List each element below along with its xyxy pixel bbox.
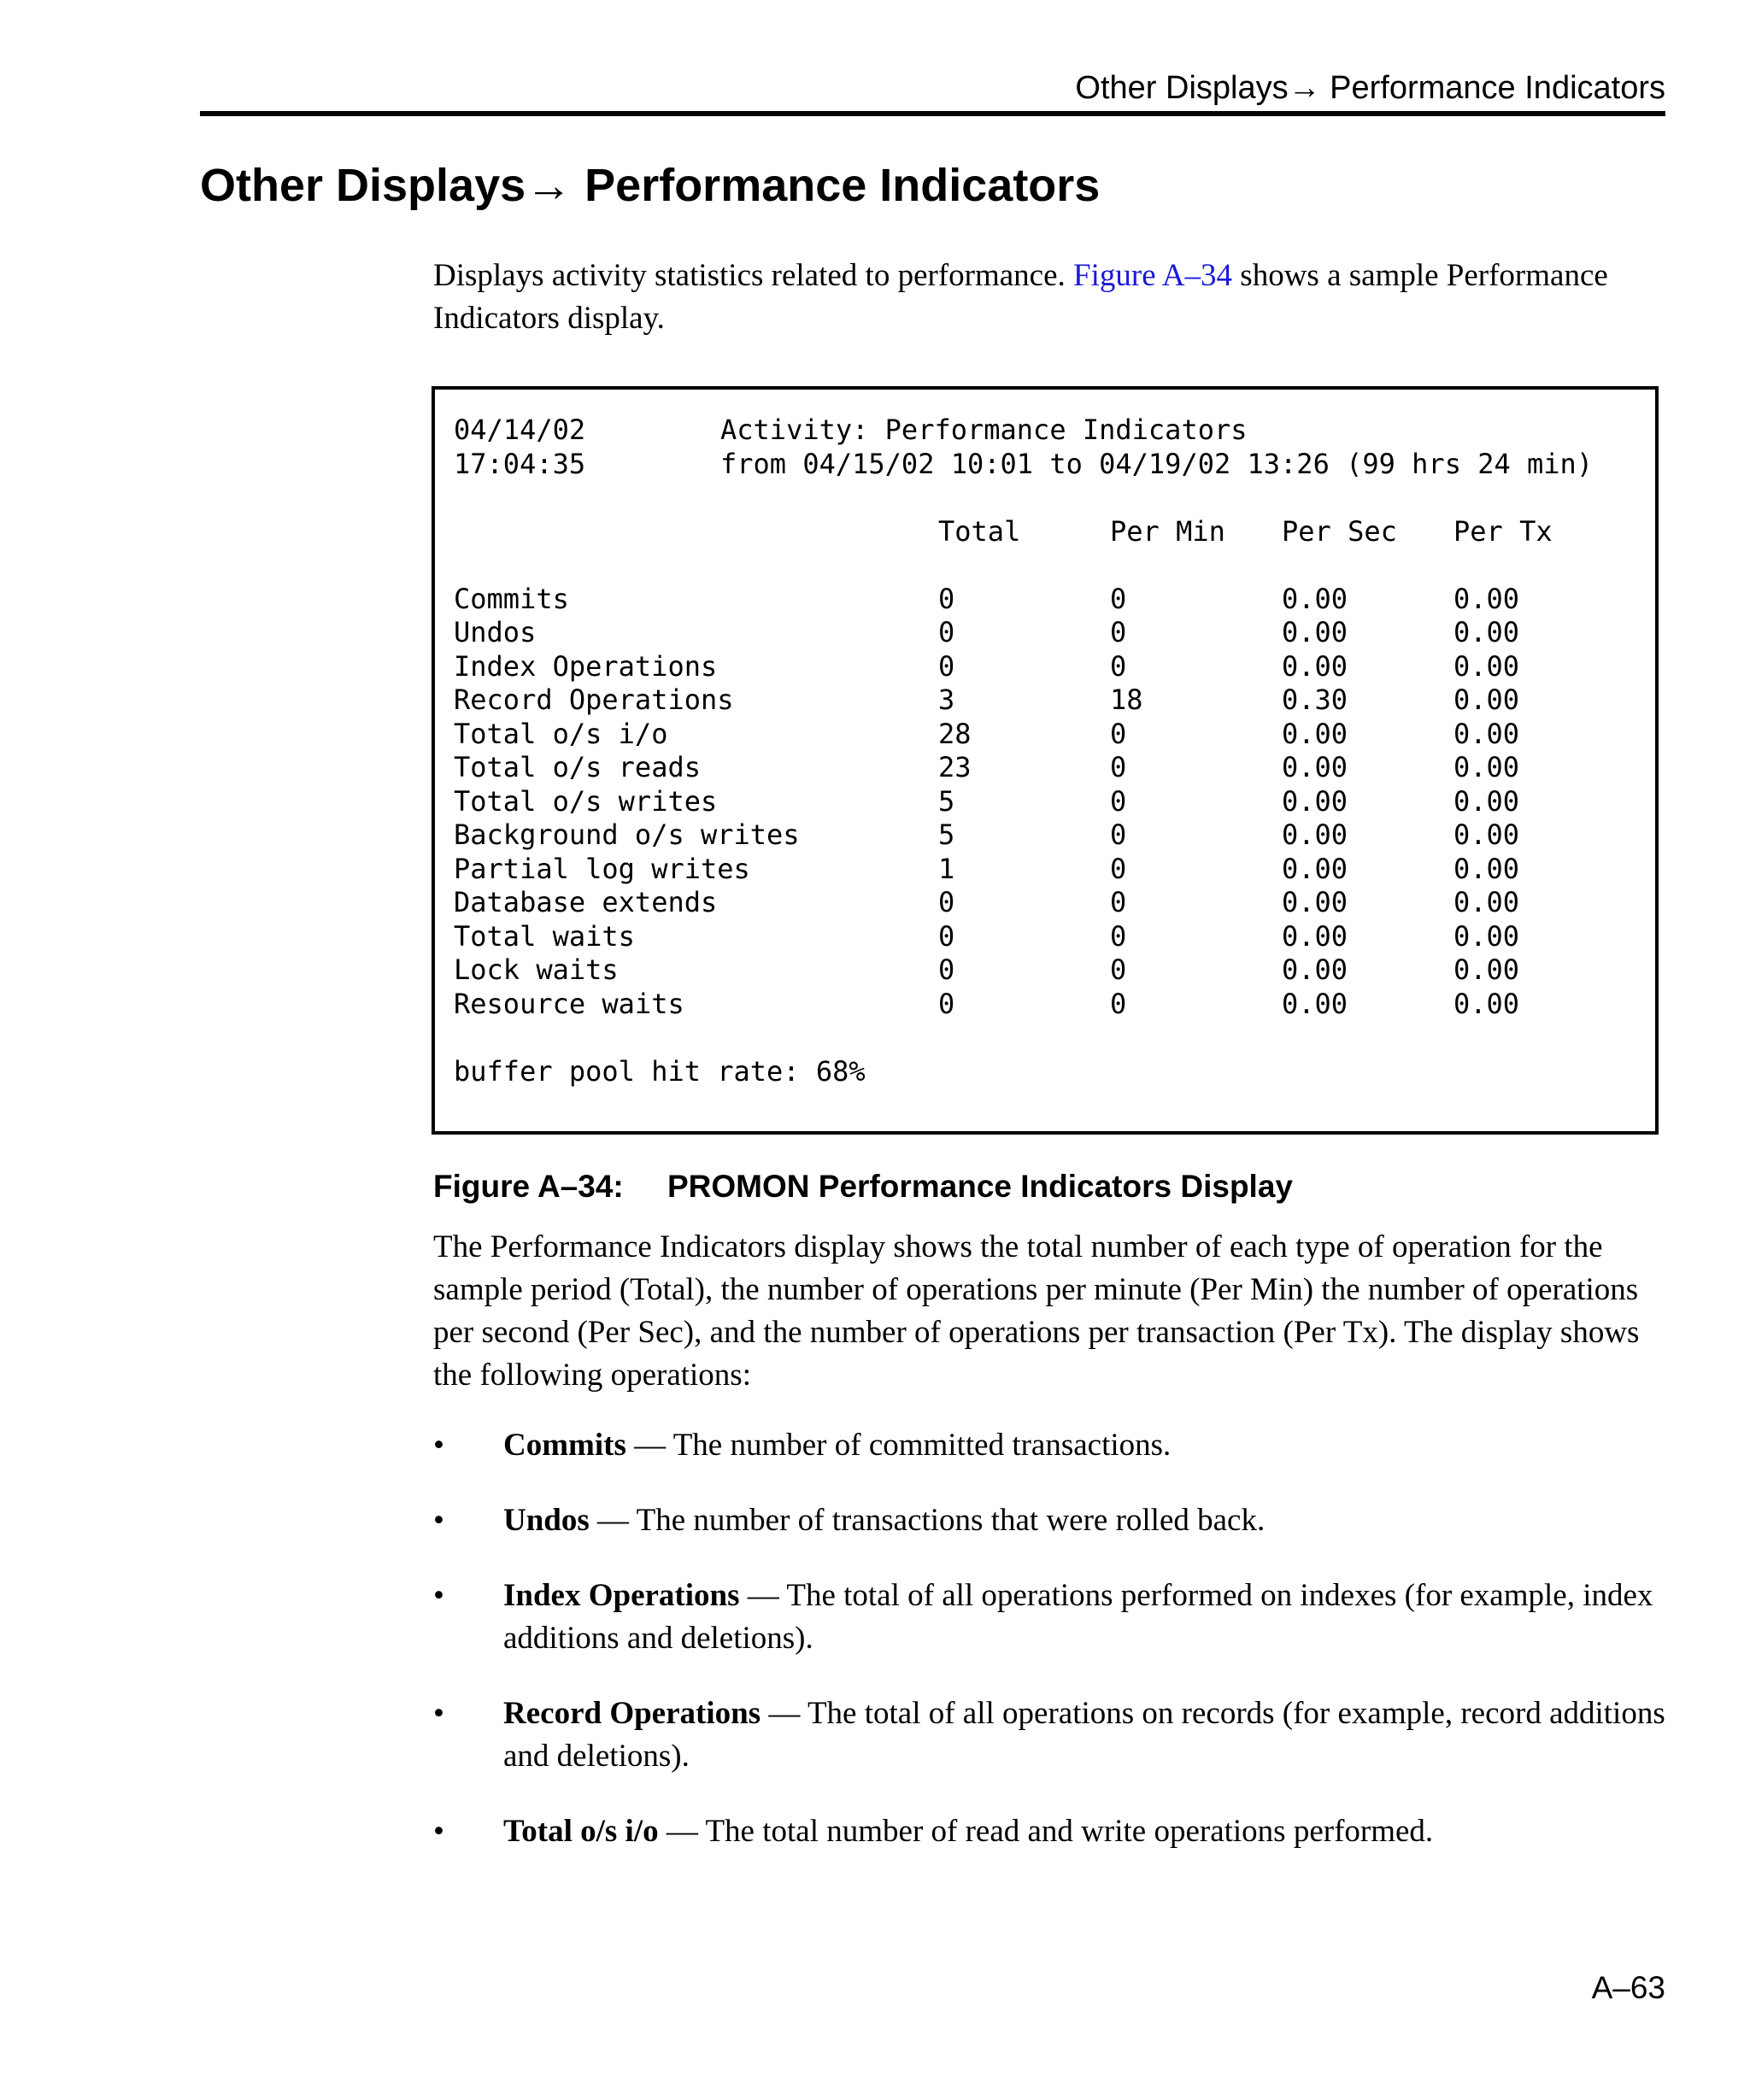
stat-row (454, 953, 1520, 988)
stat-per-min: 0 (1110, 953, 1127, 986)
page-title: Other Displays→ Performance Indicators (200, 160, 1101, 211)
bullet-description: — The total number of read and write operations performed. (658, 1814, 1434, 1849)
stat-total: 0 (938, 649, 955, 683)
stat-label: Total o/s reads (454, 751, 701, 783)
column-header-per-sec: Per Sec (1282, 514, 1397, 548)
stat-row (454, 852, 1520, 887)
screen-header-line-1 (454, 414, 1248, 448)
bullet-description: — The total of all operations performed on indexes (for example, index additions and deletions). (503, 1578, 1653, 1656)
stat-total: 1 (938, 852, 955, 885)
intro-paragraph (433, 255, 1665, 340)
stat-per-min: 0 (1110, 818, 1127, 851)
stat-label: Database extends (454, 886, 718, 918)
list-item (433, 1810, 1665, 1853)
stat-per-sec: 0.00 (1282, 582, 1348, 615)
stat-per-sec: 0.00 (1282, 751, 1348, 783)
stat-row (454, 582, 1520, 617)
stat-per-min: 0 (1110, 751, 1127, 783)
stat-per-min: 0 (1110, 886, 1127, 918)
header-rule (200, 111, 1665, 116)
column-header-per-min: Per Min (1110, 514, 1225, 548)
stat-total: 23 (938, 751, 972, 783)
stat-label: Partial log writes (454, 852, 750, 885)
screen-title: Activity: Performance Indicators (720, 414, 1248, 446)
intro-text-before: Displays activity statistics related to performance. (433, 258, 1074, 293)
stat-per-tx: 0.00 (1453, 818, 1520, 851)
stat-per-tx: 0.00 (1453, 886, 1520, 918)
stat-per-min: 0 (1110, 582, 1127, 615)
stat-per-sec: 0.00 (1282, 953, 1348, 986)
stat-row (454, 649, 1520, 684)
figure-number: Figure A–34: (433, 1169, 624, 1204)
stat-per-tx: 0.00 (1453, 582, 1520, 615)
bullet-icon: • (433, 1578, 444, 1613)
stat-per-sec: 0.00 (1282, 886, 1348, 918)
stat-per-sec: 0.00 (1282, 818, 1348, 851)
bullet-term: Index Operations (503, 1578, 740, 1613)
bullet-description: — The total of all operations on records (for example, record additions and deletions). (503, 1696, 1665, 1774)
stat-total: 3 (938, 683, 955, 716)
bullet-term: Undos (503, 1503, 590, 1538)
stat-per-tx: 0.00 (1453, 649, 1520, 683)
screen-footer-line (454, 1054, 866, 1089)
stat-row (454, 683, 1520, 718)
promon-screen (432, 386, 1659, 1135)
screen-stats-rows (454, 582, 1520, 1022)
stat-per-tx: 0.00 (1453, 987, 1520, 1020)
column-header-per-tx: Per Tx (1453, 514, 1553, 548)
list-item (433, 1575, 1665, 1660)
stat-per-min: 0 (1110, 649, 1127, 683)
stat-per-tx: 0.00 (1453, 852, 1520, 885)
stat-row (454, 886, 1520, 920)
stat-per-tx: 0.00 (1453, 751, 1520, 783)
screen-date: 04/14/02 (454, 414, 586, 446)
stat-row (454, 987, 1520, 1022)
stat-row (454, 751, 1520, 785)
bullet-icon: • (433, 1696, 444, 1731)
body-paragraph: The Performance Indicators display shows the total number of each type of operation for the sample period (Total), the number of operations per minute (Per Min) the number of operations per second (Per Sec), and the number of operations per transaction (Per Tx). The display shows the following operations: (433, 1229, 1640, 1393)
screen-time: 17:04:35 (454, 447, 586, 480)
screen-period: from 04/15/02 10:01 to 04/19/02 13:26 (99 hrs 24 min) (720, 447, 1594, 480)
figure-caption (433, 1165, 1293, 1208)
stat-label: Resource waits (454, 987, 684, 1020)
stat-row (454, 717, 1520, 752)
screen-column-headers (454, 514, 1553, 549)
stat-per-tx: 0.00 (1453, 919, 1520, 953)
figure-title: PROMON Performance Indicators Display (667, 1169, 1293, 1204)
stat-per-sec: 0.00 (1282, 919, 1348, 953)
stat-label: Total waits (454, 919, 635, 953)
stat-total: 5 (938, 784, 955, 818)
stat-per-tx: 0.00 (1453, 717, 1520, 750)
stat-total: 0 (938, 953, 955, 986)
screen-blank-line (454, 1021, 553, 1055)
intro-text-after: shows a sample Performance Indicators display. (433, 258, 1608, 336)
bullet-term: Total o/s i/o (503, 1814, 659, 1849)
stat-row (454, 616, 1520, 650)
stat-per-sec: 0.30 (1282, 683, 1348, 716)
stat-per-min: 0 (1110, 717, 1127, 750)
column-header-total: Total (938, 514, 1021, 548)
stat-per-min: 0 (1110, 784, 1127, 818)
stat-per-min: 0 (1110, 987, 1127, 1020)
bullet-description: — The number of committed transactions. (625, 1428, 1172, 1463)
bullet-term: Record Operations (503, 1696, 761, 1731)
figure-link[interactable]: Figure A–34 (1073, 258, 1233, 293)
bullet-icon: • (433, 1428, 444, 1463)
bullet-icon: • (433, 1503, 444, 1538)
stat-label: Total o/s i/o (454, 717, 668, 750)
buffer-pool-hit-rate: buffer pool hit rate: 68% (454, 1054, 866, 1088)
stat-label: Total o/s writes (454, 784, 718, 818)
stat-total: 0 (938, 919, 955, 953)
stat-per-sec: 0.00 (1282, 717, 1348, 750)
stat-total: 0 (938, 987, 955, 1020)
stat-row (454, 919, 1520, 954)
stat-total: 0 (938, 616, 955, 648)
running-header: Other Displays→ Performance Indicators (1075, 70, 1665, 106)
stat-row (454, 818, 1520, 853)
stat-per-min: 0 (1110, 919, 1127, 953)
stat-total: 0 (938, 582, 955, 615)
stat-label: Background o/s writes (454, 818, 800, 851)
stat-label: Commits (454, 582, 569, 615)
list-item (433, 1499, 1665, 1542)
bullet-term: Commits (503, 1428, 626, 1463)
stat-per-min: 0 (1110, 852, 1127, 885)
page-number: A–63 (1591, 1970, 1665, 2005)
stat-per-sec: 0.00 (1282, 784, 1348, 818)
stat-label: Undos (454, 616, 537, 648)
stat-per-sec: 0.00 (1282, 616, 1348, 648)
stat-per-min: 0 (1110, 616, 1127, 648)
stat-per-tx: 0.00 (1453, 953, 1520, 986)
list-item (433, 1692, 1665, 1778)
promon-screen-content (454, 414, 1594, 1088)
bullet-icon: • (433, 1814, 444, 1849)
stat-row (454, 784, 1520, 819)
stat-total: 0 (938, 886, 955, 918)
stat-label: Lock waits (454, 953, 619, 986)
stat-per-min: 18 (1110, 683, 1143, 716)
stat-total: 5 (938, 818, 955, 851)
stat-per-tx: 0.00 (1453, 616, 1520, 648)
stat-per-sec: 0.00 (1282, 649, 1348, 683)
stat-label: Index Operations (454, 649, 718, 683)
stat-per-tx: 0.00 (1453, 683, 1520, 716)
bullet-description: — The number of transactions that were rolled back. (589, 1503, 1266, 1538)
stat-total: 28 (938, 717, 972, 750)
stat-per-sec: 0.00 (1282, 852, 1348, 885)
list-item (433, 1424, 1665, 1467)
stat-per-sec: 0.00 (1282, 987, 1348, 1020)
stat-per-tx: 0.00 (1453, 784, 1520, 818)
stat-label: Record Operations (454, 683, 734, 716)
screen-header-line-2 (454, 447, 1594, 482)
operations-bullet-list (433, 1424, 1665, 1886)
